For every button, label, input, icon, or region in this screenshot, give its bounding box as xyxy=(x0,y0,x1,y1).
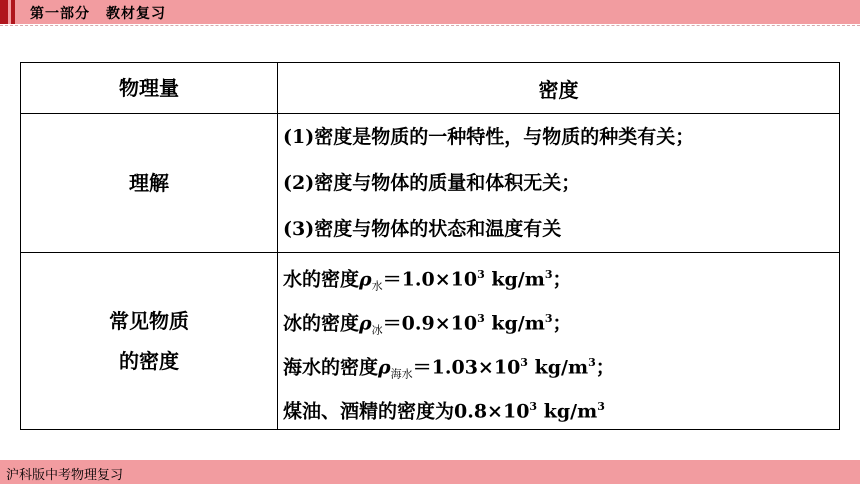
density-seawater-exp: 3 xyxy=(520,356,528,369)
density-ice-value: ＝0.9×10 xyxy=(382,312,478,335)
rho-symbol: ρ xyxy=(359,312,372,335)
density-oil-exp: 3 xyxy=(529,400,538,413)
density-water-exp: 3 xyxy=(477,268,485,281)
density-oil-prefix: 煤油、酒精的密度为0.8×10 xyxy=(283,400,530,423)
table-row-common-densities xyxy=(21,253,840,430)
rho-symbol: ρ xyxy=(378,356,391,379)
header-accent-bar xyxy=(0,0,8,24)
density-water-prefix: 水的密度 xyxy=(283,268,360,291)
density-ice-prefix: 冰的密度 xyxy=(283,312,360,335)
density-water-unit: kg/m xyxy=(484,268,545,291)
density-ice-sub: 冰 xyxy=(371,323,383,337)
header-title xyxy=(30,3,182,23)
density-seawater-value: ＝1.03×10 xyxy=(412,356,521,379)
table-header-row xyxy=(21,63,840,114)
density-ice xyxy=(283,297,839,341)
density-oil-unit-exp: 3 xyxy=(597,400,605,413)
density-water-unit-exp: 3 xyxy=(544,268,553,281)
header-accent-bar-thin xyxy=(11,0,15,24)
density-oil-unit: kg/m xyxy=(537,400,598,423)
density-seawater-sub: 海水 xyxy=(390,367,413,381)
row-label-line1: 常见物质 xyxy=(109,309,189,333)
row-content-common-densities xyxy=(278,253,840,430)
density-seawater-unit: kg/m xyxy=(527,356,589,379)
footer-text: 沪科版中考物理复习 xyxy=(6,468,124,483)
density-seawater-prefix: 海水的密度 xyxy=(283,356,379,379)
density-water-end: ； xyxy=(552,268,572,291)
header-part: 第一部分 xyxy=(30,6,90,22)
density-seawater-unit-exp: 3 xyxy=(588,356,596,369)
list-item: (3)密度与物体的状态和温度有关 xyxy=(283,218,562,240)
list-item: (1)密度是物质的一种特性，与物质的种类有关； xyxy=(283,126,695,148)
header-bar xyxy=(0,0,860,24)
row-content-understanding xyxy=(278,114,840,253)
col-header-density: 密度 xyxy=(278,63,840,114)
density-water xyxy=(283,253,839,297)
density-seawater-end: ； xyxy=(595,356,615,379)
density-ice-exp: 3 xyxy=(477,312,485,325)
density-seawater xyxy=(283,341,839,385)
col-header-quantity: 物理量 xyxy=(21,63,278,114)
list-item: (2)密度与物体的质量和体积无关； xyxy=(283,172,581,194)
density-ice-unit: kg/m xyxy=(484,312,545,335)
header-divider xyxy=(0,25,860,26)
row-label-understanding: 理解 xyxy=(21,114,278,253)
density-ice-end: ； xyxy=(552,312,572,335)
density-water-value: ＝1.0×10 xyxy=(382,268,478,291)
density-ice-unit-exp: 3 xyxy=(544,312,553,325)
row-label-common-densities xyxy=(21,253,278,430)
footer-bar xyxy=(0,460,860,484)
table-row-understanding xyxy=(21,114,840,253)
density-table xyxy=(20,62,840,430)
density-water-sub: 水 xyxy=(371,279,383,293)
rho-symbol: ρ xyxy=(359,268,372,291)
density-oil-alcohol xyxy=(283,385,839,429)
row-label-line2: 的密度 xyxy=(119,349,179,373)
header-section: 教材复习 xyxy=(106,6,166,22)
